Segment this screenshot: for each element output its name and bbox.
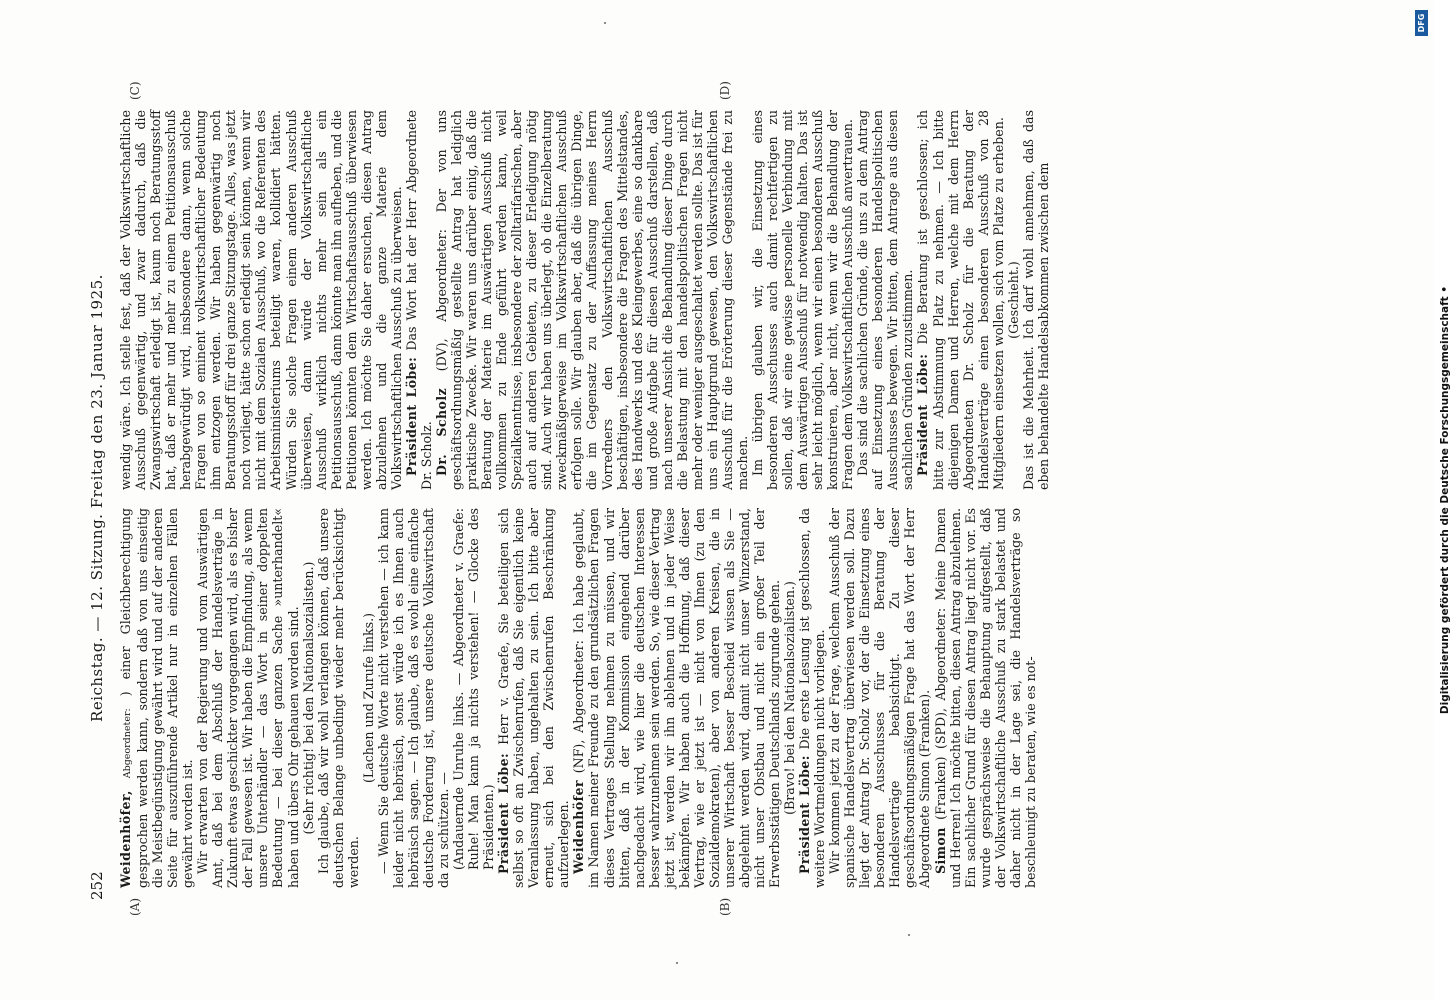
paragraph: Das ist die Mehrheit. Ich darf wohl annehmen, daß das eben behandelte Handelsabkommen zwischen dem — [1020, 110, 1051, 490]
scan-speck — [604, 22, 606, 24]
margin-mark-b: (B) — [718, 897, 732, 916]
margin-mark-c: (C) — [128, 81, 142, 100]
paragraph: — Wenn Sie deutsche Worte nicht verstehen — ich kann leider nicht hebräisch, sonst würde ich es Ihnen auch hebräisch sagen. — Ich glaube, daß es wohl eine einfache deutsche Forderung ist, unsere deutsche Volkswirtschaft da zu schützen. — — [375, 508, 451, 888]
paragraph — [933, 508, 1038, 888]
text-column-right — [118, 110, 1051, 490]
page-number: 252 — [88, 871, 106, 900]
paragraph-text: (Franken) (SPD), Abgeordneter: Meine Damen und Herren! Ich möchte bitten, diesen Antrag abzulehnen. Ein sachlicher Grund für diesen Antrag liegt nicht vor. Es wurde gesprächsweise die Behauptung aufgestellt, daß der Volkswirtschaftliche Ausschuß zu stark belastet und daher nicht in der Lage sei, die Handelsverträge so beschleunigt zu beraten, wie es not- — [932, 508, 1038, 888]
speaker-name: Simon — [932, 827, 948, 874]
text-column-left — [118, 508, 1038, 888]
paragraph-text: Das Wort hat der Herr Abgeordnete Dr. Scholz. — [403, 110, 434, 490]
speaker-name: Weidenhöfer, — [118, 790, 133, 888]
dfg-logo — [1415, 10, 1428, 36]
paragraph: wendig wäre. Ich stelle fest, daß der Volkswirtschaftliche Ausschuß gegenwärtig, und zwar dadurch, daß die Zwangswirtschaft erledigt ist, kaum noch Beratungsstoff hat, daß er mehr und mehr zu einem Petitionsausschuß herabgewürdigt wird, insbesondere dann, wenn solche Fragen von so eminent volkswirtschaftlicher Bedeutung ihm entzogen werden. Wir haben gegenwärtig noch Beratungsstoff für drei ganze Sitzungstage. Alles, was jetzt noch vorliegt, hätte schon erledigt sein können, wenn wir nicht mit dem Sozialen Ausschuß, wo die Referenten des Arbeitsministeriums beteiligt waren, kollidiert hätten. Würden Sie solche Fragen einem anderen Ausschuß überweisen, dann würde der Volkswirtschaftliche Ausschuß wirklich nichts mehr sein als ein Petitionsausschuß, dann könnte man ihn aufheben, und die Petitionen könnten dem Wirtschaftsausschuß überwiesen werden. Ich möchte Sie daher ersuchen, diesen Antrag abzulehnen und die ganze Materie dem Volkswirtschaftlichen Ausschuß zu überweisen. — [118, 110, 404, 490]
speaker-name: Dr. Scholz — [433, 387, 449, 476]
speaker-name: Präsident Löbe: — [403, 356, 419, 476]
paragraph: Wir erwarten von der Regierung und vom Auswärtigen Amt, daß bei dem Abschluß der Handelsverträge in Zukunft etwas geschickter vorgegangen wird, als es bisher der Fall gewesen ist. Wir haben die Empfindung, als wenn unsere Unterhändler — das Wort in seiner doppelten Bedeutung — bei dieser ganzen Sache »unterhandelt« haben und übers Ohr gehauen worden sind. — [195, 508, 301, 888]
speaker-name: Präsident Löbe: — [797, 755, 813, 874]
paragraph: Ich glaube, daß wir wohl verlangen können, daß unsere deutschen Belange unbedingt wieder mehr berücksichtigt werden. — [315, 508, 361, 888]
paragraph-text: ) einer Gleichberechtigung gesprochen werden kann, sondern daß von uns einseitig die Meistbegünstigung gewährt wird und auf der anderen Seite für auszuführende Artikel nur in einzelnen Fällen gewährt worden ist. — [118, 508, 196, 888]
interjection: (Andauernde Unruhe links. — Abgeordneter v. Graefe: Ruhe! Man kann ja nichts verstehen! — Glocke des Präsidenten.) — [451, 508, 497, 870]
paragraph — [797, 508, 827, 888]
interjection: (Sehr richtig! bei den Nationalsozialisten.) — [300, 561, 316, 835]
paragraph-text: (DV), Abgeordneter: Der von uns geschäftsordnungsmäßig gestellte Antrag hat lediglich praktische Zwecke. Wir waren uns darüber einig, daß die Beratung der Materie im Auswärtigen Ausschuß nicht vollkommen zu Ende geführt werden kann, weil Spezialkenntnisse, insbesondere der zolltarifarischen, aber auch auf anderen Gebieten, zu dieser Erledigung nötig sind. Auch wir haben uns überlegt, ob die Einzelberatung zweckmäßigerweise im Volkswirtschaftlichen Ausschuß erfolgen solle. Wir glauben aber, daß die übrigen Dinge, die im Gegensatz zu der Auffassung meines Herrn Vorredners den Volkswirtschaftlichen Ausschuß beschäftigen, insbesondere die Fragen des Mittelstandes, des Handwerks und des Kleingewerbes, eine so dankbare und große Aufgabe für diesen Ausschuß darstellen, daß nach unserer Ansicht die Behandlung dieser Dinge durch die Belastung mit den handelspolitischen Fragen nicht mehr oder weniger ausgeschaltet werden sollte. Das ist für uns ein Hauptgrund gewesen, den Volkswirtschaftlichen Ausschuß für die Erörterung dieser Gegenstände frei zu machen. — [433, 110, 750, 490]
paragraph — [404, 110, 434, 490]
speaker-name: Weidenhöfer — [571, 780, 587, 874]
interjection: (Bravo! bei den Nationalsozialisten.) — [782, 581, 798, 815]
paragraph — [496, 508, 571, 888]
interjection: (Geschieht.) — [1005, 261, 1021, 339]
paragraph — [118, 508, 195, 888]
running-title — [88, 88, 106, 908]
paragraph — [915, 110, 1005, 490]
paragraph-text: (NF), Abgeordneter: Ich habe geglaubt, im Namen meiner Freunde zu den grundsätzlichen Fragen dieses Vertrages Stellung nehmen zu müssen, und wir bitten, daß in der Kommission eingehend darüber nachgedacht wird, wie hier die deutschen Interessen besser wahrzunehmen sein werden. So, wie dieser Vertrag jetzt ist, werden wir ihn ablehnen und in jeder Weise bekämpfen. Wir haben auch die Hoffnung, daß dieser Vertrag, wie er jetzt ist — nicht von Ihnen (zu den Sozialdemokraten), aber von anderen Kreisen, die in unserer Wirtschaft besser Bescheid wissen als Sie — abgelehnt werden wird, damit nicht unser Winzerstand, nicht unser Obstbau und nicht ein großer Teil der Erwerbsstätigen Deutschlands zugrunde gehen. — [571, 508, 783, 888]
paragraph: Das sind die sachlichen Gründe, die uns zu dem Antrag auf Einsetzung eines besonderen Handelspolitischen Ausschusses bewegen. Wir bitten, dem Antrage aus diesen sachlichen Gründen zuzustimmen. — [855, 110, 916, 490]
paragraph: Wir kommen jetzt zu der Frage, welchem Ausschuß der spanische Handelsvertrag überwiesen werden soll. Dazu liegt der Antrag Dr. Scholz vor, der die Einsetzung eines besonderen Ausschusses für die Beratung der Handelsverträge beabsichtigt. Zu dieser geschäftsordnungsmäßigen Frage hat das Wort der Herr Abgeordnete Simon (Franken). — [827, 508, 933, 888]
interjection: (Lachen und Zurufe links.) — [360, 612, 376, 784]
paragraph-text: Die erste Lesung ist geschlossen, da weitere Wortmeldungen nicht vorliegen. — [797, 508, 828, 888]
speaker-role: Abgeordneter: — [122, 708, 133, 779]
scan-speck — [908, 934, 910, 936]
scan-speck — [676, 962, 678, 964]
margin-mark-a: (A) — [128, 897, 142, 916]
paragraph-text: Die Beratung ist geschlossen; ich bitte zur Abstimmung Platz zu nehmen. — Ich bitte diejenigen Damen und Herren, welche mit dem Herrn Abgeordneten Dr. Scholz für die Beratung der Handelsverträge einen besonderen Ausschuß von 28 Mitgliedern einsetzen wollen, sich vom Platze zu erheben. — [915, 110, 1006, 490]
dfg-logo-text: DFG — [1417, 13, 1426, 33]
paragraph: Im übrigen glauben wir, die Einsetzung eines besonderen Ausschusses auch damit rechtfertigen zu sollen, daß wir eine gewisse personelle Verbindung mit dem Auswärtigen Ausschuß für notwendig halten. Das ist sehr leicht möglich, wenn wir einen besonderen Ausschuß konstruieren, aber nicht, wenn wir die Behandlung der Fragen dem Volkswirtschaftlichen Ausschuß anvertrauen. — [749, 110, 856, 490]
paragraph — [571, 508, 782, 888]
paragraph — [434, 110, 750, 490]
running-title-text: Reichstag. — 12. Sitzung. Freitag den 23. Januar 1925. — [88, 274, 106, 722]
paragraph-text: Herr v. Graefe, Sie beteiligen sich selbst so oft an Zwischenrufen, daß Sie eigentlich keine Veranlassung haben, ungehalten zu sein. Ich bitte aber erneut, sich bei den Zwischenrufen Beschränkung aufzuerlegen. — [496, 508, 572, 888]
funding-note: Digitalisierung gefördert durch die Deutsche Forschungsgemeinschaft • — [1439, 285, 1451, 715]
speaker-name: Präsident Löbe: — [496, 752, 512, 874]
speaker-name: Präsident Löbe: — [915, 353, 931, 476]
margin-mark-d: (D) — [718, 81, 732, 100]
